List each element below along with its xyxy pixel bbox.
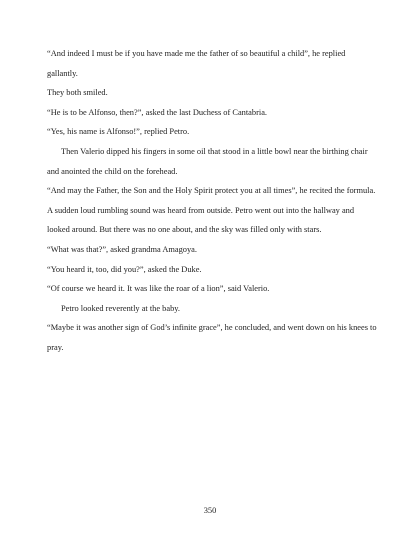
paragraph: “Of course we heard it. It was like the roar of a lion”, said Valerio.	[47, 284, 270, 294]
paragraph: “And indeed I must be if you have made me the father of so beautiful a child”, he replied gallantly.	[47, 49, 346, 78]
paragraph: Petro looked reverently at the baby.	[61, 303, 180, 313]
paragraph: “He is to be Alfonso, then?”, asked the last Duchess of Cantabria.	[47, 107, 268, 117]
page-number: 350	[203, 506, 217, 515]
body-text	[47, 44, 377, 358]
paragraph: “What was that?”, asked grandma Amagoya.	[47, 244, 197, 254]
paragraph: Then Valerio dipped his fingers in some oil that stood in a little bowl near the birthing chair and anointed the child on the forehead.	[47, 146, 368, 176]
paragraph: “Yes, his name is Alfonso!”, replied Petro.	[47, 127, 190, 137]
paragraph: “And may the Father, the Son and the Holy Spirit protect you at all times”, he recited the formula.	[47, 186, 376, 196]
paragraph: “You heard it, too, did you?”, asked the Duke.	[47, 264, 202, 274]
paragraph: They both smiled.	[47, 88, 108, 98]
paragraph: A sudden loud rumbling sound was heard from outside. Petro went out into the hallway and looked around. But there was no one about, and the sky was filled only with stars.	[47, 205, 355, 235]
paragraph: “Maybe it was another sign of God’s infinite grace”, he concluded, and went down on his knees to pray.	[47, 323, 377, 352]
